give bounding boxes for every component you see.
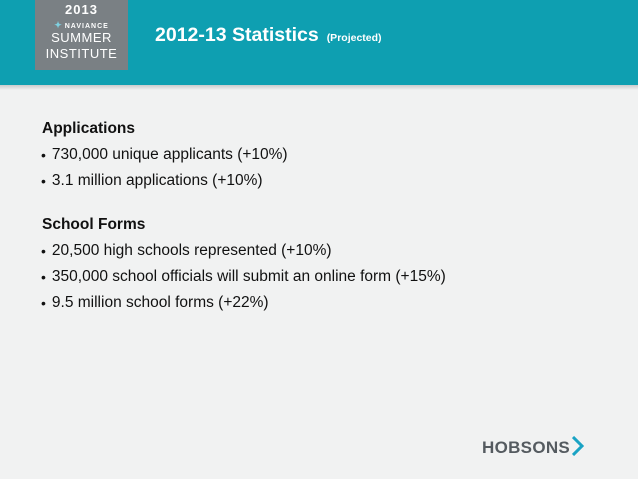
chevron-right-icon	[572, 436, 584, 461]
title-subtitle: (Projected)	[326, 32, 382, 44]
bullet-icon: •	[41, 295, 46, 311]
list-item	[42, 238, 622, 264]
section-heading: School Forms	[42, 216, 146, 233]
bullet-icon: •	[41, 147, 46, 163]
bullet-text: 3.1 million applications (+10%)	[51, 172, 263, 189]
bullet-icon: •	[41, 243, 46, 259]
naviance-summer-institute-logo	[35, 0, 128, 70]
logo-brand-text: NAVIANCE	[64, 23, 109, 30]
list-item	[42, 142, 622, 168]
section-school-forms	[42, 214, 622, 316]
header-shadow	[0, 85, 638, 90]
bullet-text: 350,000 school officials will submit an online form (+15%)	[51, 268, 446, 285]
list-item	[42, 290, 622, 316]
logo-year: 2013	[65, 2, 98, 17]
logo-line1: SUMMER	[51, 30, 112, 45]
bullet-icon: •	[41, 173, 46, 189]
bullet-icon: •	[41, 269, 46, 285]
logo-line2: INSTITUTE	[45, 46, 118, 61]
content	[42, 118, 622, 336]
section-heading: Applications	[42, 120, 136, 137]
hobsons-logo-text: HOBSONS	[482, 438, 571, 457]
bullet-text: 730,000 unique applicants (+10%)	[51, 146, 288, 163]
naviance-star-icon: ✦	[54, 20, 63, 30]
hobsons-logo	[482, 436, 584, 460]
bullet-text: 9.5 million school forms (+22%)	[51, 294, 269, 311]
slide-title	[155, 24, 382, 56]
list-item	[42, 264, 622, 290]
section-applications	[42, 118, 622, 194]
list-item	[42, 168, 622, 194]
bullet-text: 20,500 high schools represented (+10%)	[51, 242, 332, 259]
title-text: 2012-13 Statistics	[155, 24, 319, 46]
